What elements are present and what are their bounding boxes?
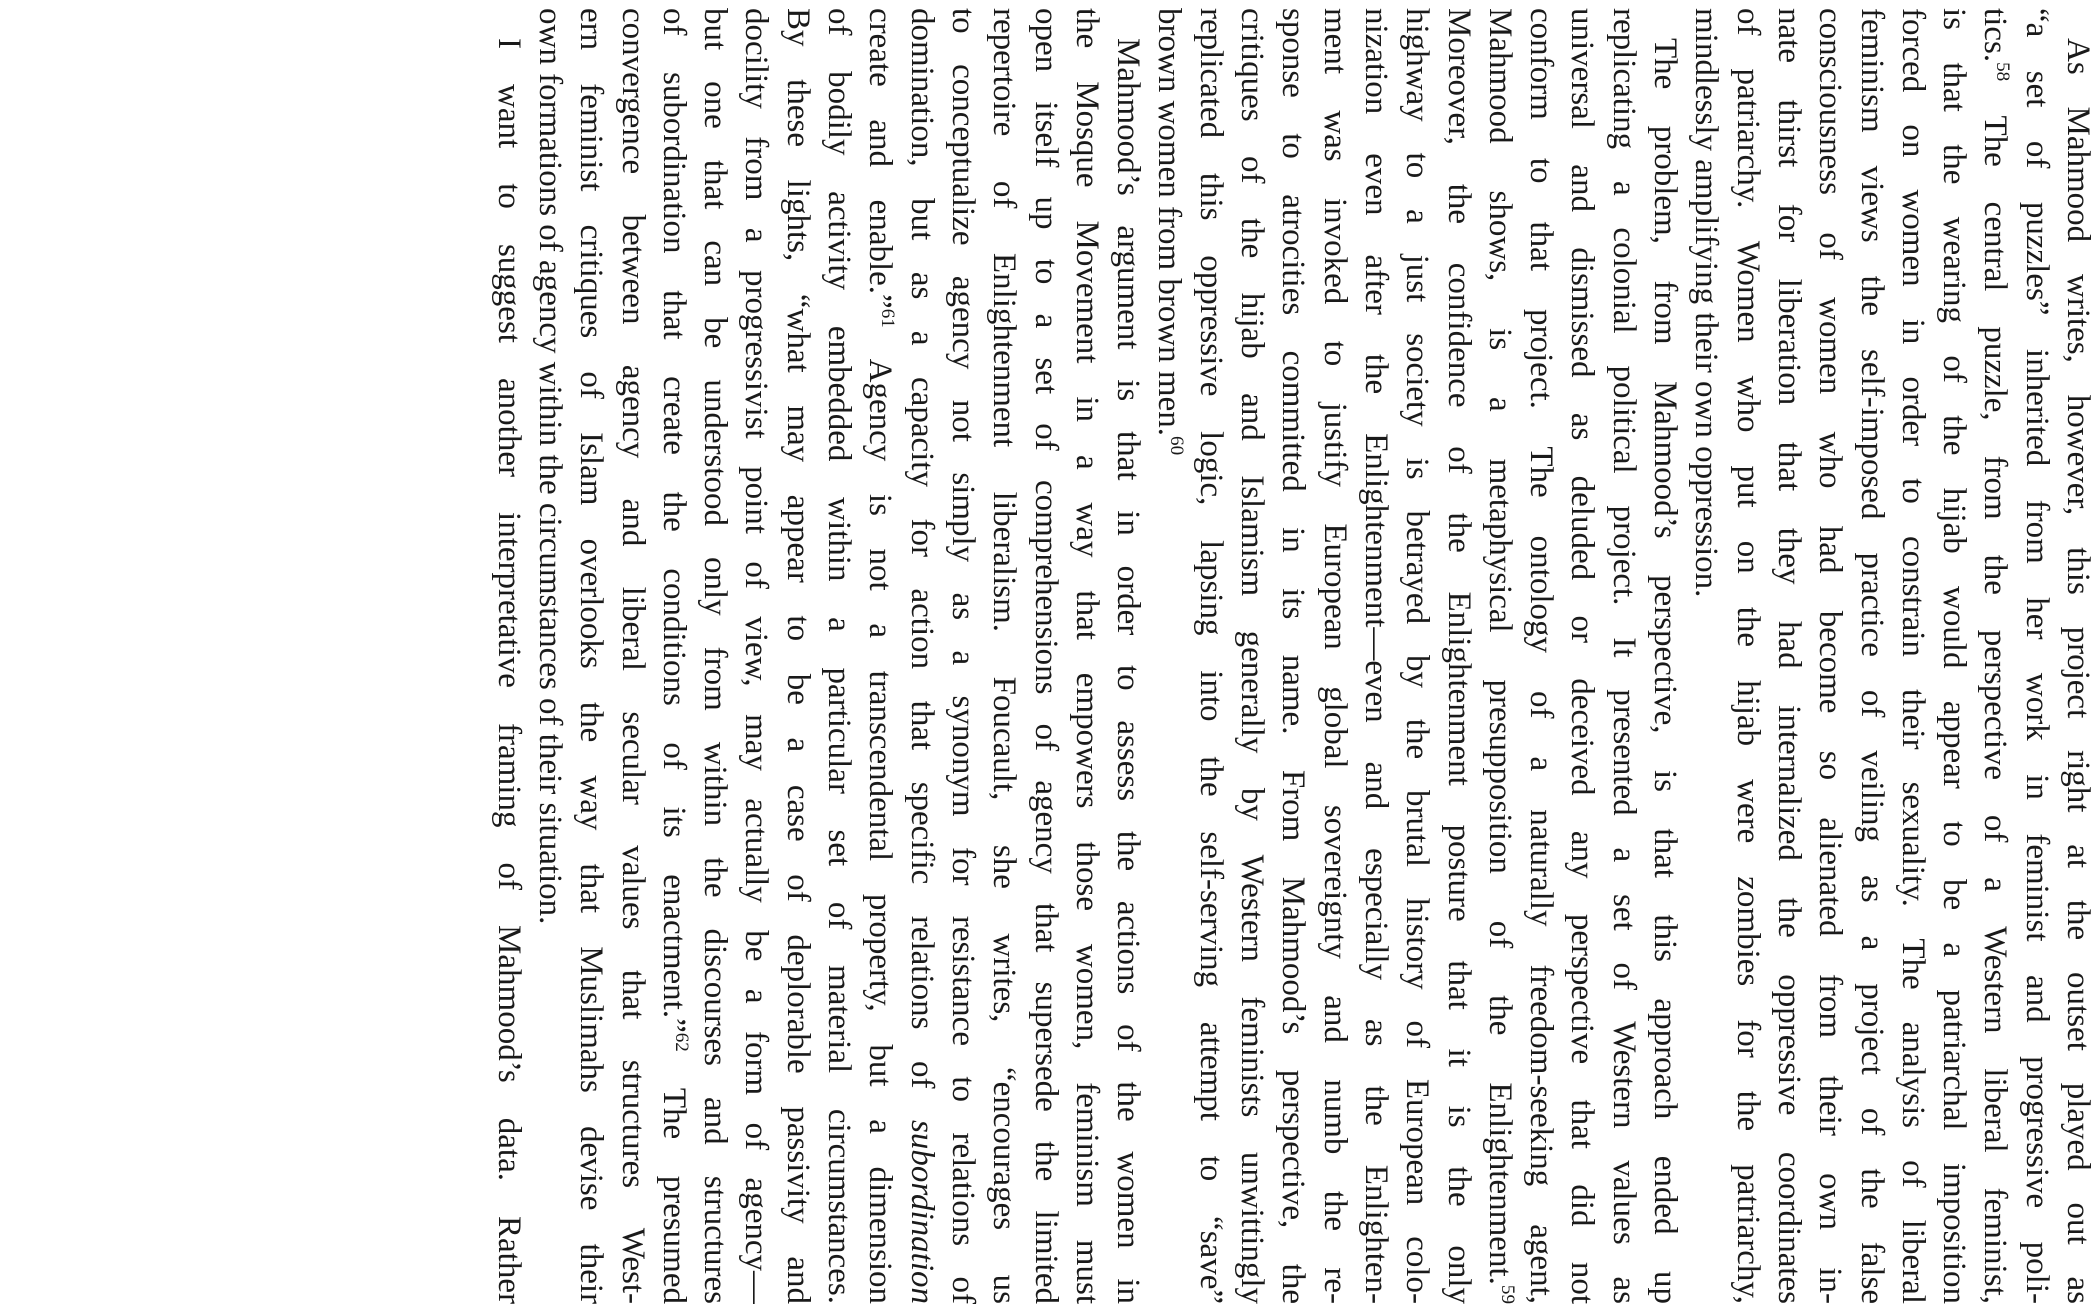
text-line: own formations of agency within the circumstances of their situation.: [532, 8, 569, 925]
text-line: Mahmood shows, is a metaphysical presupposition of the Enlightenment.$^{59}$: [1481, 8, 1518, 1304]
text-line: forced on women in order to constrain their sexuality. The analysis of liberal: [1894, 8, 1931, 1304]
text-line: highway to a just society is betrayed by the brutal history of European colo-: [1399, 8, 1436, 1304]
text-line: replicated this oppressive logic, lapsing into the self-serving attempt to “save”: [1192, 8, 1229, 1304]
text-line: nization even after the Enlightenment—even and especially as the Enlighten-: [1357, 8, 1394, 1304]
text-line: of patriarchy. Women who put on the hijab were zombies for the patriarchy,: [1729, 8, 1766, 1304]
text-line: “a set of puzzles” inherited from her work in feminist and progressive poli-: [2018, 8, 2055, 1304]
text-line: brown women from brown men.$^{60}$: [1151, 8, 1188, 456]
text-line: Mahmood’s argument is that in order to assess the actions of the women in: [1110, 38, 1147, 1304]
text-line: nate thirst for liberation that they had internalized the oppressive coordinates: [1770, 8, 1807, 1304]
text-line: of bodily activity embedded within a particular set of material circumstances.: [821, 8, 858, 1304]
text-line: but one that can be understood only from within the discourses and structures: [697, 8, 734, 1304]
text-line: As Mahmood writes, however, this project right at the outset played out as: [2060, 38, 2096, 1304]
text-line: ment was invoked to justify European global sovereignty and numb the re-: [1316, 8, 1353, 1304]
text-line: consciousness of women who had become so alienated from their own in-: [1812, 8, 1849, 1304]
text-line: convergence between agency and liberal secular values that structures West-: [614, 8, 651, 1304]
text-line: create and enable.”$^{61}$ Agency is not a transcendental property, but a dimension: [862, 8, 899, 1304]
text-line: Moreover, the confidence of the Enlightenment posture that it is the only: [1440, 8, 1477, 1304]
text-line: sponse to atrocities committed in its name. From Mahmood’s perspective, the: [1275, 8, 1312, 1304]
text-line: I want to suggest another interpretative framing of Mahmood’s data. Rather: [490, 38, 527, 1304]
text-line: tics.$^{58}$ The central puzzle, from the perspective of a Western liberal feminist,: [1977, 8, 2014, 1304]
text-line: of subordination that create the conditions of its enactment.”$^{62}$ The presumed: [655, 8, 692, 1304]
text-line: replicating a colonial political project. It presented a set of Western values as: [1605, 8, 1642, 1304]
text-line: By these lights, “what may appear to be a case of deplorable passivity and: [779, 8, 816, 1304]
text-line: mindlessly amplifying their own oppression.: [1688, 8, 1725, 598]
text-line: critiques of the hijab and Islamism generally by Western feminists unwittingly: [1234, 8, 1271, 1304]
text-line: ern feminist critiques of Islam overlooks the way that Muslimahs devise their: [573, 8, 610, 1304]
text-line: repertoire of Enlightenment liberalism. Foucault, she writes, “encourages us: [986, 8, 1023, 1304]
text-line: domination, but as a capacity for action that specific relations of subordination: [903, 8, 940, 1304]
text-line: the Mosque Movement in a way that empowers those women, feminism must: [1068, 8, 1105, 1304]
text-line: is that the wearing of the hijab would appear to be a patriarchal imposition: [1936, 8, 1973, 1304]
text-line: docility from a progressivist point of view, may actually be a form of agency—: [738, 8, 775, 1304]
text-line: The problem, from Mahmood’s perspective, is that this approach ended up: [1647, 38, 1684, 1304]
text-line: open itself up to a set of comprehensions of agency that supersede the limited: [1027, 8, 1064, 1304]
text-line: feminism views the self-imposed practice of veiling as a project of the false: [1853, 8, 1890, 1304]
text-line: universal and dismissed as deluded or deceived any perspective that did not: [1564, 8, 1601, 1304]
page-text: [487, 8, 2098, 1304]
text-line: conform to that project. The ontology of a naturally freedom-seeking agent,: [1523, 8, 1560, 1304]
text-line: to conceptualize agency not simply as a synonym for resistance to relations of: [944, 8, 981, 1304]
